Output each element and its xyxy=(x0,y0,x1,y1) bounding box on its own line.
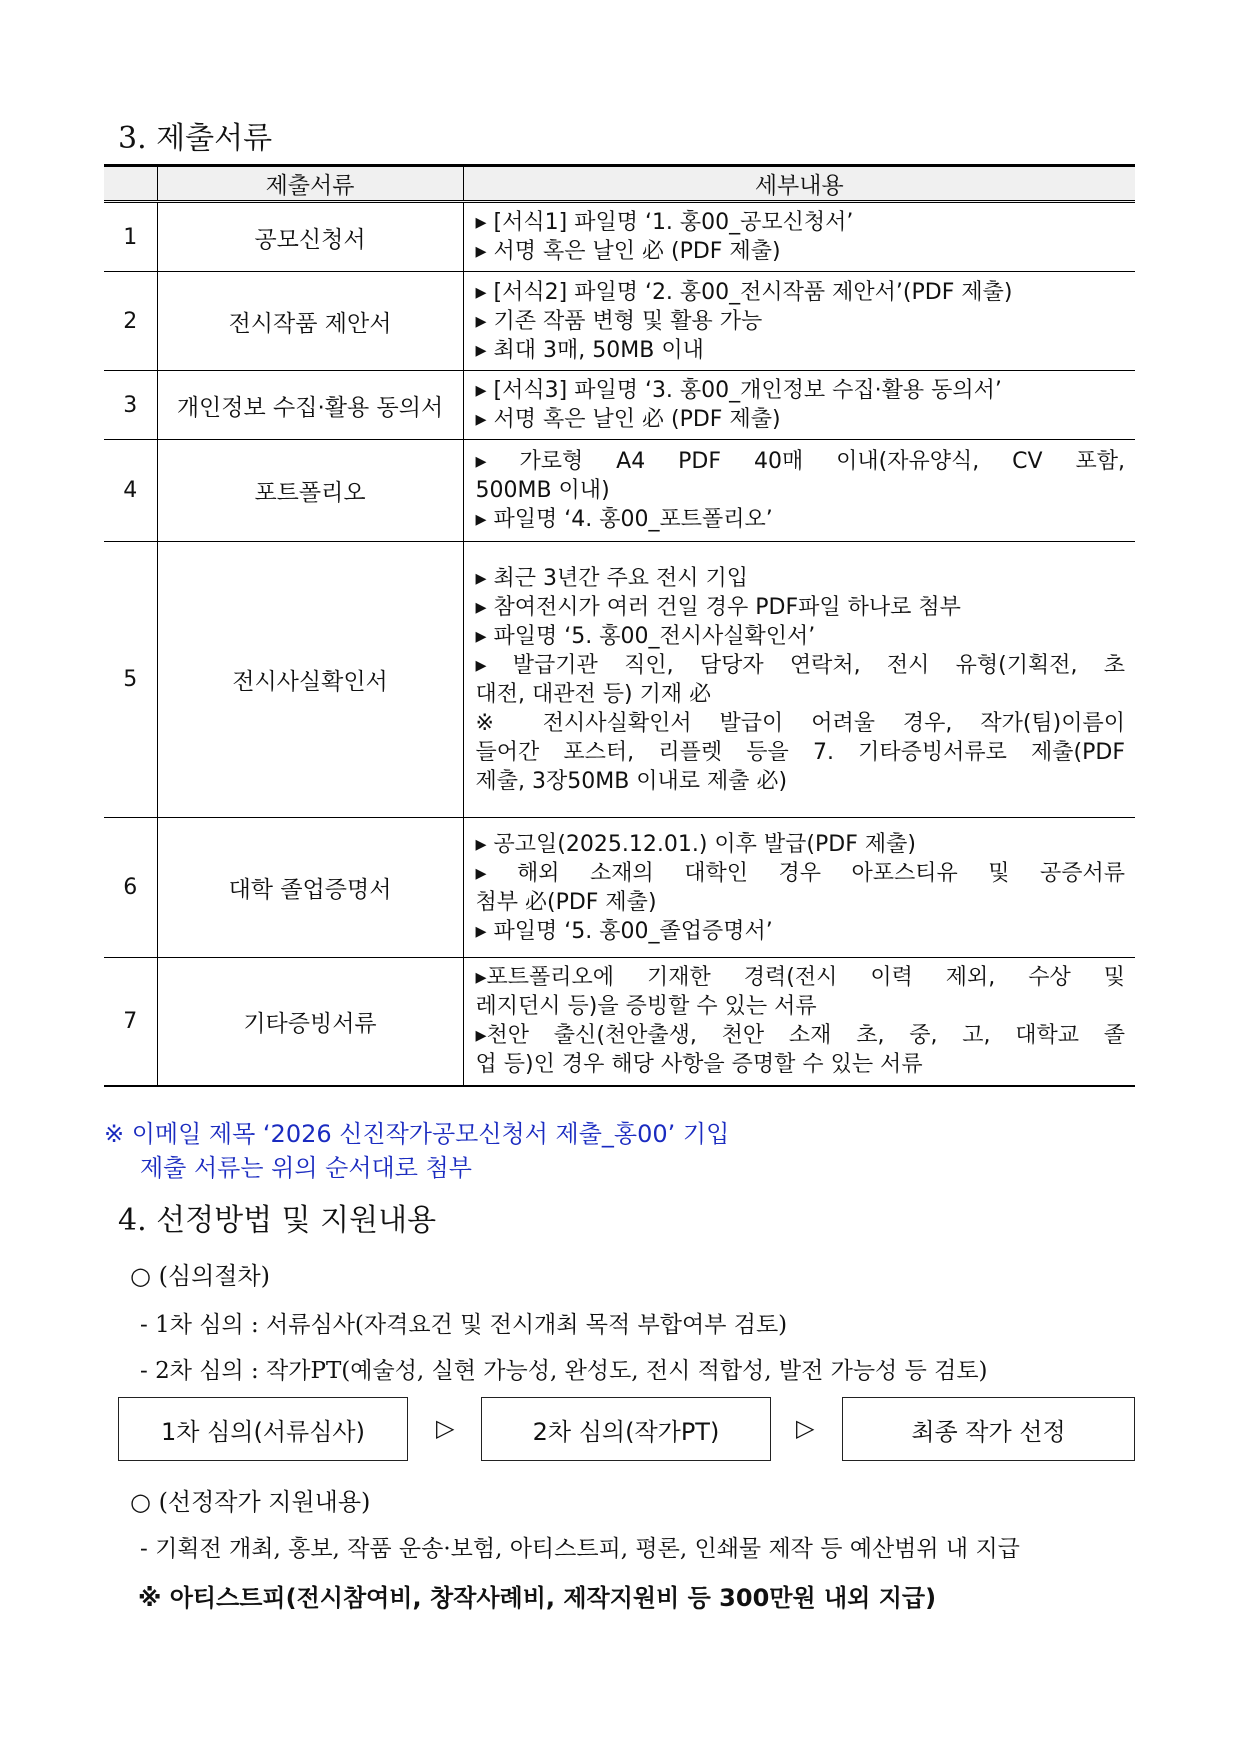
header-detail: 세부내용 xyxy=(463,166,1135,202)
flow-step-artist-pt: 2차 심의(작가PT) xyxy=(481,1397,771,1461)
document-name: 전시사실확인서 xyxy=(157,542,463,818)
row-number: 1 xyxy=(123,224,138,250)
detail-line: ▸ 서명 혹은 날인 必 (PDF 제출) xyxy=(475,407,781,432)
email-notice: ※ 이메일 제목 ‘2026 신진작가공모신청서 제출_홍00’ 기입 xyxy=(104,1120,730,1148)
detail-line: ▸ 기존 작품 변형 및 활용 가능 xyxy=(475,308,763,334)
document-name: 대학 졸업증명서 xyxy=(157,818,463,958)
detail-line: 업 등)인 경우 해당 사항을 증명할 수 있는 서류 xyxy=(475,1052,923,1078)
detail-line: 들어간 포스터, 리플렛 등을 7. 기타증빙서류로 제출(PDF xyxy=(475,739,1125,765)
document-detail xyxy=(463,542,1135,818)
document-detail xyxy=(463,272,1135,371)
row-number: 5 xyxy=(123,667,138,692)
review-step-1: - 1차 심의 : 서류심사(자격요건 및 전시개최 목적 부합여부 검토) xyxy=(140,1312,788,1338)
detail-line: ▸ 참여전시가 여러 건일 경우 PDF파일 하나로 첨부 xyxy=(475,594,961,620)
review-step-2: - 2차 심의 : 작가PT(예술성, 실현 가능성, 완성도, 전시 적합성, 발전 가능성 등 검토) xyxy=(140,1358,988,1384)
detail-line: ▸ [서식2] 파일명 ‘2. 홍00_전시작품 제안서’(PDF 제출) xyxy=(475,279,1013,305)
detail-line: 첨부 必(PDF 제출) xyxy=(475,889,657,915)
detail-line: ▸ [서식3] 파일명 ‘3. 홍00_개인정보 수집·활용 동의서’ xyxy=(475,378,1002,403)
document-name: 전시작품 제안서 xyxy=(157,272,463,371)
row-number: 2 xyxy=(123,308,138,334)
detail-line: ▸천안 출신(천안출생, 천안 소재 초, 중, 고, 대학교 졸 xyxy=(475,1023,1125,1049)
flow-step-document-review: 1차 심의(서류심사) xyxy=(118,1397,408,1461)
detail-line: ▸ 발급기관 직인, 담당자 연락처, 전시 유형(기획전, 초 xyxy=(475,652,1125,678)
detail-line: ▸포트폴리오에 기재한 경력(전시 이력 제외, 수상 및 xyxy=(475,965,1125,991)
row-number: 3 xyxy=(123,392,138,418)
header-no xyxy=(104,166,157,202)
flow-arrow-icon: ▷ xyxy=(796,1414,815,1442)
review-process-heading: ○ (심의절차) xyxy=(130,1262,271,1290)
table-header-row xyxy=(104,166,1135,202)
document-name: 기타증빙서류 xyxy=(157,958,463,1086)
documents-table xyxy=(104,164,1135,1087)
detail-line: ▸ 공고일(2025.12.01.) 이후 발급(PDF 제출) xyxy=(475,831,916,857)
document-detail xyxy=(463,440,1135,542)
document-detail xyxy=(463,818,1135,958)
detail-line: ▸ 최대 3매, 50MB 이내 xyxy=(475,337,704,363)
detail-line: ▸ 파일명 ‘5. 홍00_전시사실확인서’ xyxy=(475,623,816,649)
detail-line: ▸ 파일명 ‘5. 홍00_졸업증명서’ xyxy=(475,918,773,944)
detail-line: ▸ 최근 3년간 주요 전시 기입 xyxy=(475,565,749,591)
row-number: 6 xyxy=(123,875,138,900)
artist-fee-note: ※ 아티스트피(전시참여비, 창작사례비, 제작지원비 등 300만원 내외 지급) xyxy=(138,1584,937,1612)
support-heading: ○ (선정작가 지원내용) xyxy=(130,1488,371,1516)
detail-line: 제출, 3장50MB 이내로 제출 必) xyxy=(475,768,788,794)
detail-line: ※ 전시사실확인서 발급이 어려울 경우, 작가(팀)이름이 xyxy=(475,710,1125,736)
section-3-title: 3. 제출서류 xyxy=(118,121,273,156)
detail-line: ▸ 해외 소재의 대학인 경우 아포스티유 및 공증서류 xyxy=(475,860,1125,886)
table-row xyxy=(104,371,1135,440)
table-row xyxy=(104,202,1135,272)
support-detail: - 기획전 개최, 홍보, 작품 운송·보험, 아티스트피, 평론, 인쇄물 제작 등 예산범위 내 지급 xyxy=(140,1536,1020,1562)
table-row xyxy=(104,272,1135,371)
document-detail xyxy=(463,202,1135,272)
document-name: 포트폴리오 xyxy=(157,440,463,542)
attachment-order-notice: 제출 서류는 위의 순서대로 첨부 xyxy=(140,1154,472,1182)
detail-line: ▸ [서식1] 파일명 ‘1. 홍00_공모신청서’ xyxy=(475,210,854,235)
table-row xyxy=(104,542,1135,818)
document-name: 개인정보 수집·활용 동의서 xyxy=(157,371,463,440)
table-row xyxy=(104,440,1135,542)
document-detail xyxy=(463,958,1135,1086)
document-name: 공모신청서 xyxy=(157,202,463,272)
detail-line: ▸ 가로형 A4 PDF 40매 이내(자유양식, CV 포함, xyxy=(475,449,1125,474)
table-row xyxy=(104,958,1135,1086)
detail-line: 대전, 대관전 등) 기재 必 xyxy=(475,681,712,707)
detail-line: 500MB 이내) xyxy=(475,478,610,503)
flow-step-final-selection: 최종 작가 선정 xyxy=(842,1397,1135,1461)
detail-line: 레지던시 등)을 증빙할 수 있는 서류 xyxy=(475,994,817,1020)
detail-line: ▸ 파일명 ‘4. 홍00_포트폴리오’ xyxy=(475,507,773,532)
flow-arrow-icon: ▷ xyxy=(436,1414,455,1442)
document-detail xyxy=(463,371,1135,440)
row-number: 4 xyxy=(123,478,138,503)
row-number: 7 xyxy=(123,1008,138,1034)
section-4-title: 4. 선정방법 및 지원내용 xyxy=(118,1203,437,1238)
table-row xyxy=(104,818,1135,958)
detail-line: ▸ 서명 혹은 날인 必 (PDF 제출) xyxy=(475,239,781,264)
header-document: 제출서류 xyxy=(157,166,463,202)
